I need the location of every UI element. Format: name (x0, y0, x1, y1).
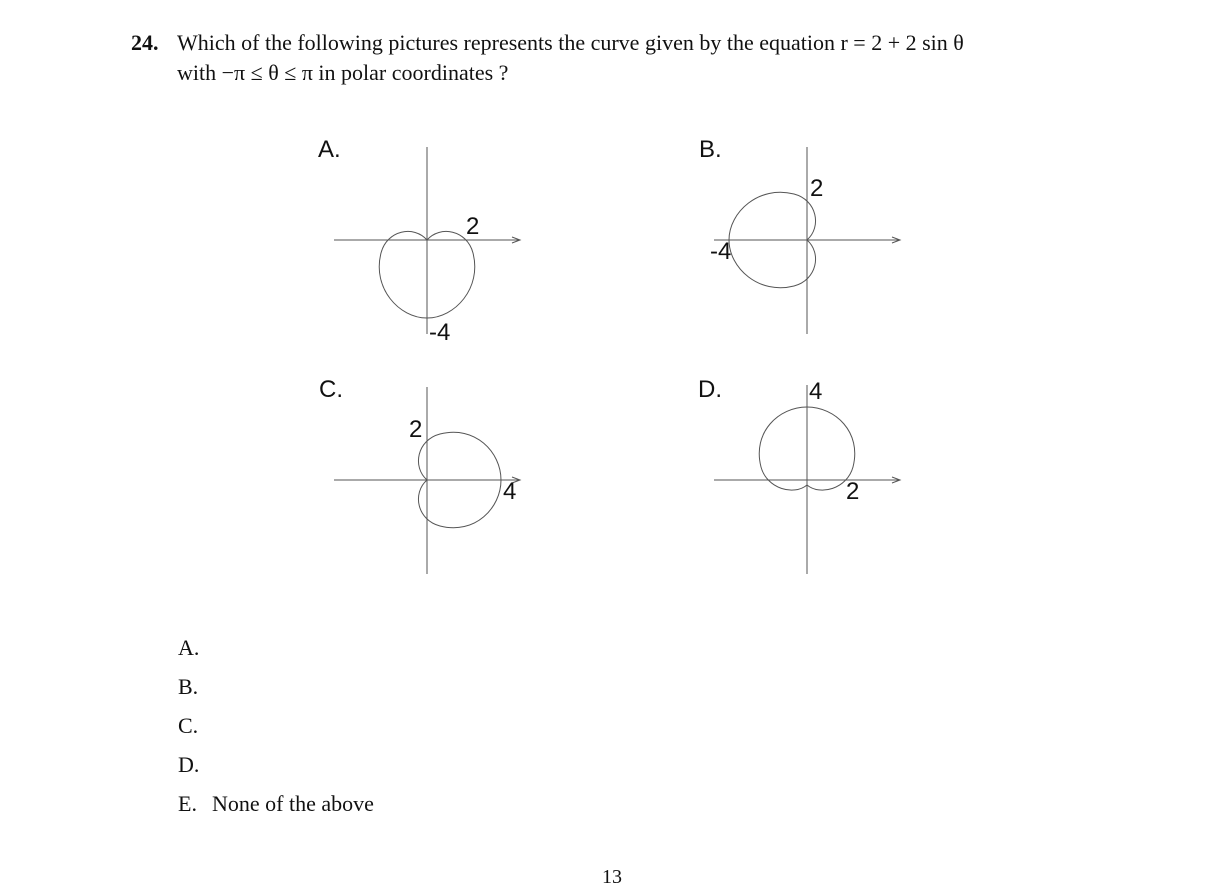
question-text-line-1: Which of the following pictures represents the curve given by the equation r = 2 + 2 sin θ (177, 30, 964, 55)
panel-b (714, 147, 900, 334)
question-text-line-2: with −π ≤ θ ≤ π in polar coordinates ? (177, 60, 509, 85)
option-c[interactable] (178, 711, 374, 750)
option-b[interactable] (178, 672, 374, 711)
answer-options (178, 633, 374, 828)
option-a-letter: A. (178, 635, 200, 660)
panel-d-label: D. (698, 376, 722, 403)
panel-a-tick-2: 2 (466, 213, 480, 240)
panel-b-label: B. (699, 136, 722, 163)
panel-b-tick-minus-4: -4 (710, 238, 732, 265)
panel-c-label: C. (319, 376, 343, 403)
panel-d (714, 385, 900, 574)
option-e-letter: E. (178, 791, 197, 816)
option-e-text: None of the above (212, 791, 374, 816)
option-b-letter: B. (178, 674, 199, 699)
panel-a-label: A. (318, 136, 341, 163)
panel-a-tick-minus-4: -4 (429, 319, 451, 346)
question-number: 24. (131, 30, 159, 55)
panel-a (334, 147, 520, 334)
page-number: 13 (602, 866, 622, 888)
panel-d-tick-4: 4 (809, 378, 823, 405)
option-d[interactable] (178, 750, 374, 789)
option-a[interactable] (178, 633, 374, 672)
option-d-letter: D. (178, 752, 200, 777)
panel-b-tick-2: 2 (810, 175, 824, 202)
panel-c-tick-4: 4 (503, 478, 517, 505)
panel-d-tick-2: 2 (846, 478, 860, 505)
option-e[interactable] (178, 789, 374, 828)
option-c-letter: C. (178, 713, 199, 738)
panel-c-tick-2: 2 (409, 416, 423, 443)
panel-c (334, 387, 520, 574)
